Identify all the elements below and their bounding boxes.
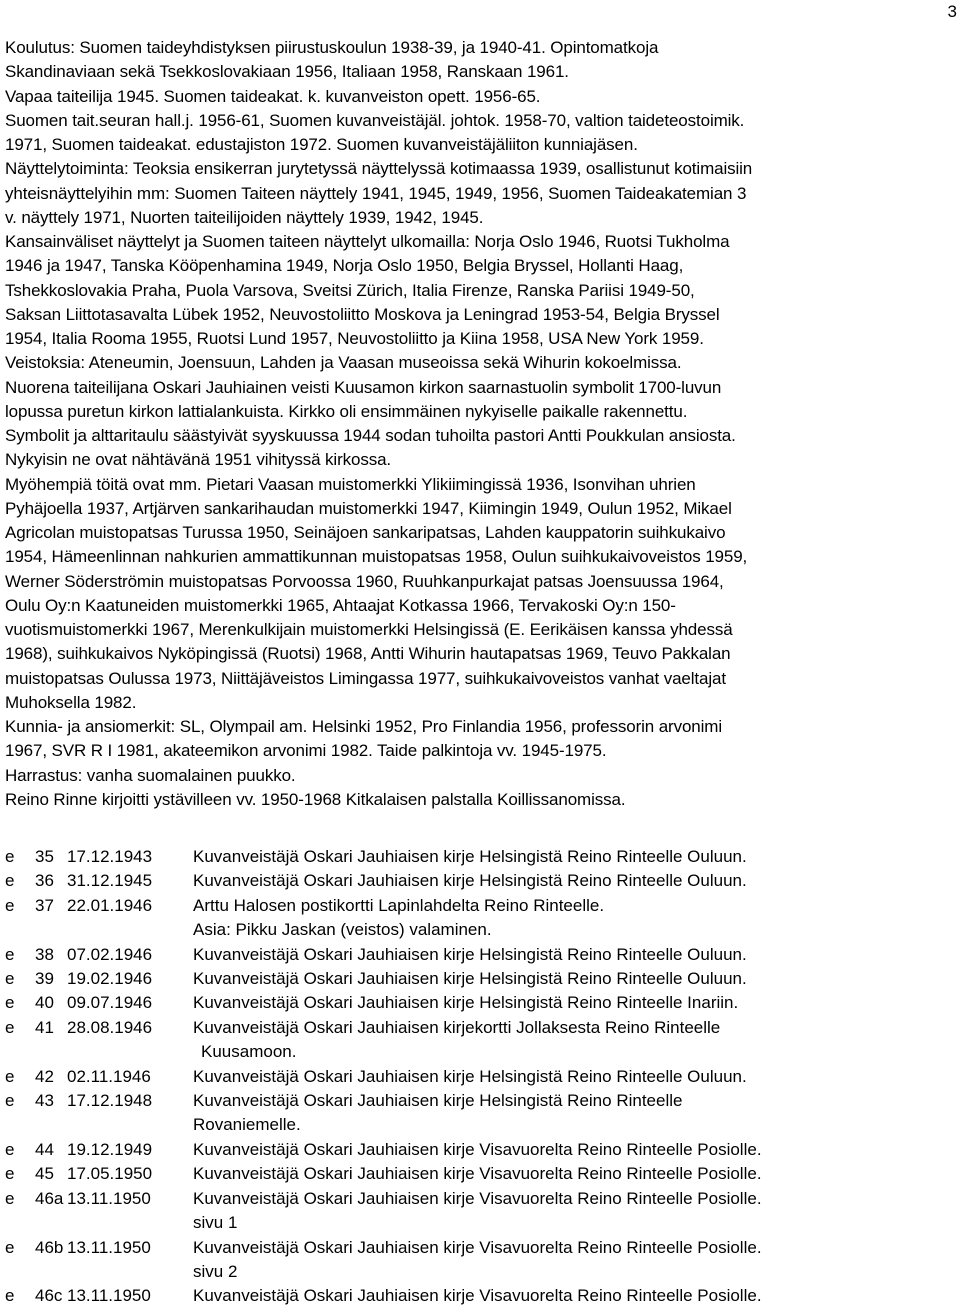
letter-number: 46c (35, 1286, 63, 1306)
letter-entry (5, 1138, 955, 1162)
letter-series: e (5, 993, 15, 1013)
letter-series: e (5, 1188, 15, 1208)
biography-line: Vapaa taiteilija 1945. Suomen taideakat. k. kuvanveiston opett. 1956-65. (5, 86, 541, 106)
letter-description (193, 1138, 955, 1162)
letter-date: 09.07.1946 (67, 993, 153, 1013)
biography-line: Tshekkoslovakia Praha, Puola Varsova, Sveitsi Zürich, Italia Firenze, Ranska Pariisi 1949-50, (5, 280, 695, 300)
biography-line: vuotismuistomerkki 1967, Merenkulkijain muistomerkki Helsingissä (E. Eerikäisen kanssa yhdessä (5, 620, 733, 639)
letter-description-line: Rovaniemelle. (193, 1115, 301, 1135)
letter-series: e (5, 1286, 15, 1306)
letter-date: 02.11.1946 (67, 1066, 151, 1086)
letter-code (5, 991, 67, 1015)
letter-description (193, 1016, 955, 1065)
letter-description-line: Kuvanveistäjä Oskari Jauhiaisen kirjekortti Jollaksesta Reino Rinteelle (193, 1017, 721, 1037)
biography-line: 1946 ja 1947, Tanska Kööpenhamina 1949, Norja Oslo 1950, Belgia Bryssel, Hollanti Haag, (5, 256, 684, 276)
letter-series: e (5, 1091, 15, 1111)
biography-line: v. näyttely 1971, Nuorten taiteilijoiden näyttely 1939, 1942, 1945. (5, 207, 484, 227)
letter-description-line: Kuvanveistäjä Oskari Jauhiaisen kirje Visavuorelta Reino Rinteelle Posiolle. (193, 1164, 762, 1184)
letter-date: 07.02.1946 (67, 944, 153, 964)
letter-description-line: Kuvanveistäjä Oskari Jauhiaisen kirje Helsingistä Reino Rinteelle Ouluun. (193, 1066, 747, 1086)
letter-date: 13.11.1950 (67, 1237, 151, 1257)
letter-description (193, 1236, 955, 1285)
biography-paragraph (5, 473, 957, 716)
letter-number: 35 (35, 847, 54, 866)
letter-date: 13.11.1950 (67, 1188, 151, 1208)
page-number: 3 (947, 2, 957, 21)
letter-description (193, 1162, 955, 1186)
letter-entry (5, 1089, 955, 1138)
biography-paragraph (5, 351, 957, 375)
letter-description-line: Kuvanveistäjä Oskari Jauhiaisen kirje Visavuorelta Reino Rinteelle Posiolle. (193, 1237, 762, 1257)
biography-line: Nuorena taiteilijana Oskari Jauhiainen veisti Kuusamon kirkon saarnastuolin symbolit 1700-luvun (5, 377, 722, 397)
biography-line: Suomen tait.seuran hall.j. 1956-61, Suomen kuvanveistäjäl. johtok. 1958-70, valtion taideteostoimik. (5, 110, 745, 130)
letter-code (5, 845, 67, 869)
letter-series: e (5, 969, 15, 989)
biography-line: Muhoksella 1982. (5, 692, 137, 712)
letter-number: 38 (35, 944, 54, 964)
letter-number: 46b (35, 1237, 64, 1257)
letter-number: 41 (35, 1017, 54, 1037)
letter-series: e (5, 1066, 15, 1086)
letter-code (5, 943, 67, 967)
biography-paragraph (5, 36, 957, 85)
biography-line: Oulu Oy:n Kaatuneiden muistomerkki 1965, Ahtaajat Kotkassa 1966, Tervakoski Oy:n 150- (5, 595, 676, 615)
letter-date: 17.05.1950 (67, 1164, 153, 1184)
letter-code (5, 967, 67, 991)
letter-code (5, 1236, 67, 1285)
biography-line: Veistoksia: Ateneumin, Joensuun, Lahden ja Vaasan museoissa sekä Wihurin kokoelmissa. (5, 353, 682, 373)
biography-line: Agricolan muistopatsas Turussa 1950, Seinäjoen sankaripatsas, Lahden kauppatorin suihkukaivo (5, 523, 726, 542)
biography-line: Werner Söderströmin muistopatsas Porvoossa 1960, Ruuhkanpurkajat patsas Joensuussa 1964, (5, 571, 724, 591)
letter-entry (5, 1236, 955, 1285)
letter-description-line: Arttu Halosen postikortti Lapinlahdelta Reino Rinteelle. (193, 895, 605, 915)
letter-date: 17.12.1948 (67, 1091, 153, 1111)
letter-list (5, 845, 955, 1309)
biography-section (5, 36, 957, 812)
letter-description (193, 1187, 955, 1236)
letter-number: 36 (35, 871, 54, 891)
biography-line: Kunnia- ja ansiomerkit: SL, Olympail am. Helsinki 1952, Pro Finlandia 1956, professorin arvonimi (5, 717, 722, 736)
letter-date: 19.12.1949 (67, 1139, 153, 1159)
biography-paragraph (5, 157, 957, 230)
letter-series: e (5, 1139, 15, 1159)
biography-paragraph (5, 715, 957, 764)
letter-entry (5, 894, 955, 943)
letter-description-line: Kuvanveistäjä Oskari Jauhiaisen kirje Visavuorelta Reino Rinteelle Posiolle. (193, 1188, 762, 1208)
biography-line: Skandinaviaan sekä Tsekkoslovakiaan 1956, Italiaan 1958, Ranskaan 1961. (5, 62, 569, 82)
biography-line: 1954, Hämeenlinnan nahkurien ammattikunnan muistopatsas 1958, Oulun suihkukaivoveistos 1959, (5, 547, 748, 567)
letter-number: 40 (35, 993, 54, 1013)
biography-line: Nykyisin ne ovat nähtävänä 1951 vihityssä kirkossa. (5, 450, 392, 470)
letter-code (5, 1138, 67, 1162)
letter-code (5, 1284, 67, 1308)
letter-series: e (5, 1237, 15, 1257)
biography-line: Reino Rinne kirjoitti ystävilleen vv. 1950-1968 Kitkalaisen palstalla Koillissanomissa. (5, 789, 626, 809)
letter-series: e (5, 895, 15, 915)
letter-description-line: sivu 1 (193, 1213, 238, 1233)
letter-description (193, 991, 955, 1015)
letter-date: 31.12.1945 (67, 871, 153, 891)
biography-line: lopussa puretun kirkon lattialankuista. Kirkko oli ensimmäinen nykyiselle paikalle rakennettu. (5, 401, 688, 421)
letter-description-line: Kuvanveistäjä Oskari Jauhiaisen kirje Helsingistä Reino Rinteelle (193, 1091, 683, 1111)
letter-code (5, 1089, 67, 1138)
letter-number: 44 (35, 1139, 54, 1159)
letter-entry (5, 1065, 955, 1089)
letter-series: e (5, 871, 15, 891)
letter-description-line: Kuvanveistäjä Oskari Jauhiaisen kirje Helsingistä Reino Rinteelle Ouluun. (193, 847, 747, 866)
letter-entry (5, 991, 955, 1015)
letter-entry (5, 869, 955, 893)
letter-code (5, 1016, 67, 1065)
letter-date: 19.02.1946 (67, 969, 153, 989)
letter-date: 22.01.1946 (67, 895, 153, 915)
biography-line: Saksan Liittotasavalta Lübek 1952, Neuvostoliitto Moskova ja Leningrad 1953-54, Belgia Bryssel (5, 304, 720, 324)
letter-entry (5, 943, 955, 967)
biography-line: Symbolit ja alttaritaulu säästyivät syyskuussa 1944 sodan tuhoilta pastori Antti Poukkulan ansiosta. (5, 426, 736, 445)
letter-description-line: Kuvanveistäjä Oskari Jauhiaisen kirje Helsingistä Reino Rinteelle Ouluun. (193, 944, 747, 964)
letter-description-line: Kuvanveistäjä Oskari Jauhiaisen kirje Helsingistä Reino Rinteelle Ouluun. (193, 969, 747, 989)
letter-series: e (5, 1017, 15, 1037)
biography-paragraph (5, 376, 957, 473)
biography-line: Harrastus: vanha suomalainen puukko. (5, 765, 296, 785)
letter-description (193, 869, 955, 893)
letter-series: e (5, 944, 15, 964)
letter-description (193, 1089, 955, 1138)
biography-line: 1971, Suomen taideakat. edustajiston 1972. Suomen kuvanveistäjäliiton kunniajäsen. (5, 135, 638, 154)
letter-description (193, 943, 955, 967)
letter-entry (5, 1187, 955, 1236)
letter-series: e (5, 1164, 15, 1184)
letter-description (193, 1284, 955, 1308)
letter-description-line: Kuusamoon. (201, 1042, 297, 1062)
letter-description (193, 845, 955, 869)
biography-line: Myöhempiä töitä ovat mm. Pietari Vaasan muistomerkki Ylikiimingissä 1936, Isonvihan uhrien (5, 474, 696, 494)
biography-line: muistopatsas Oulussa 1973, Niittäjäveistos Limingassa 1977, suihkukaivoveistos vanhat vaeltajat (5, 668, 726, 688)
letter-description-line: Kuvanveistäjä Oskari Jauhiaisen kirje Helsingistä Reino Rinteelle Inariin. (193, 993, 739, 1013)
letter-entry (5, 1016, 955, 1065)
biography-paragraph (5, 764, 957, 788)
letter-entry (5, 1284, 955, 1308)
letter-number: 37 (35, 895, 54, 915)
biography-paragraph (5, 788, 957, 812)
biography-line: Koulutus: Suomen taideyhdistyksen piirustuskoulun 1938-39, ja 1940-41. Opintomatkoja (5, 38, 659, 57)
biography-line: yhteisnäyttelyihin mm: Suomen Taiteen näyttely 1941, 1945, 1949, 1956, Suomen Taideakatemian 3 (5, 183, 747, 203)
letter-number: 46a (35, 1188, 64, 1208)
letter-description-line: sivu 2 (193, 1261, 238, 1281)
biography-line: Pyhäjoella 1937, Artjärven sankarihaudan muistomerkki 1947, Kiimingin 1949, Oulun 1952, Mikael (5, 498, 732, 518)
letter-description (193, 1065, 955, 1089)
biography-paragraph (5, 85, 957, 158)
letter-entry (5, 967, 955, 991)
biography-line: Näyttelytoiminta: Teoksia ensikerran jurytetyssä näyttelyssä kotimaassa 1939, osallistunut kotimaisiin (5, 159, 753, 179)
letter-code (5, 894, 67, 943)
biography-line: 1968), suihkukaivos Nyköpingissä (Ruotsi) 1968, Antti Wihurin hautapatsas 1969, Teuvo Pakkalan (5, 644, 731, 664)
letter-description-line: Kuvanveistäjä Oskari Jauhiaisen kirje Helsingistä Reino Rinteelle Ouluun. (193, 871, 747, 891)
letter-number: 43 (35, 1091, 54, 1111)
letter-description (193, 894, 955, 943)
biography-paragraph (5, 230, 957, 351)
letter-code (5, 869, 67, 893)
letter-number: 45 (35, 1164, 54, 1184)
biography-line: 1967, SVR R I 1981, akateemikon arvonimi 1982. Taide palkintoja vv. 1945-1975. (5, 741, 607, 761)
letter-date: 17.12.1943 (67, 847, 153, 866)
letter-entry (5, 1162, 955, 1186)
letter-description-line: Asia: Pikku Jaskan (veistos) valaminen. (193, 920, 492, 940)
letter-date: 13.11.1950 (67, 1286, 151, 1306)
letter-code (5, 1162, 67, 1186)
letter-number: 39 (35, 969, 54, 989)
letter-series: e (5, 847, 15, 866)
letter-number: 42 (35, 1066, 54, 1086)
biography-line: 1954, Italia Rooma 1955, Ruotsi Lund 1957, Neuvostoliitto ja Kiina 1958, USA New York 1959. (5, 329, 704, 348)
biography-line: Kansainväliset näyttelyt ja Suomen taiteen näyttelyt ulkomailla: Norja Oslo 1946, Ruotsi Tukholma (5, 232, 730, 251)
letter-description (193, 967, 955, 991)
letter-description-line: Kuvanveistäjä Oskari Jauhiaisen kirje Visavuorelta Reino Rinteelle Posiolle. (193, 1139, 762, 1159)
letter-description-line: Kuvanveistäjä Oskari Jauhiaisen kirje Visavuorelta Reino Rinteelle Posiolle. (193, 1286, 762, 1306)
letter-date: 28.08.1946 (67, 1017, 153, 1037)
letter-code (5, 1187, 67, 1236)
letter-entry (5, 845, 955, 869)
letter-code (5, 1065, 67, 1089)
